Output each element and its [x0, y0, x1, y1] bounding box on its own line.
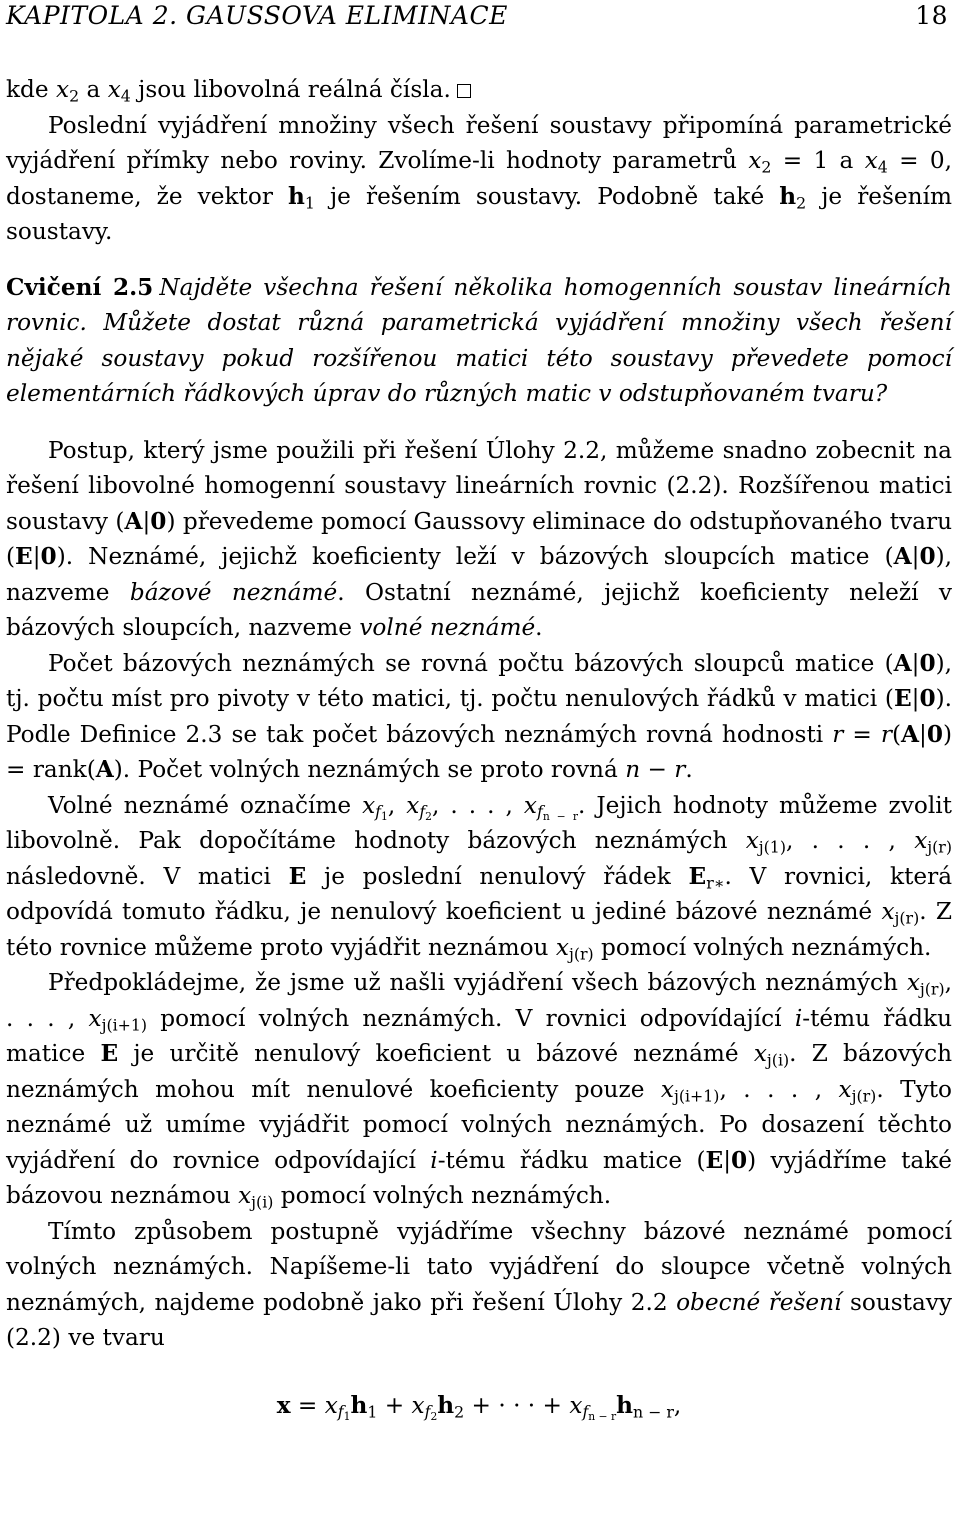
- intro-line: kde $x_2$ a $x_4$ jsou libovolná reálná čísla.: [6, 72, 952, 108]
- paragraph-parametric: Poslední vyjádření množiny všech řešení soustavy připomíná parametrické vyjádření přímky nebo roviny. Zvolíme-li hodnoty parametrů $x_2 = 1$ a $x_4 = 0$, dostaneme, že vektor $h_1$ je řešením soustavy. Podobně také $h_2$ je řešením soustavy.: [6, 111, 952, 245]
- text-body: [6, 72, 952, 1423]
- paragraph-rank: Počet bázových neznámých se rovná počtu bázových sloupců matice (A|0), tj. počtu míst pro pivoty v této matici, tj. počtu nenulových řádků v matici (E|0). Podle Definice 2.3 se tak počet bázových neznámých rovná hodnosti r = r(A|0) = rank(A). Počet volných neznámých se proto rovná n − r.: [6, 649, 952, 783]
- page-number: 18: [915, 0, 948, 30]
- running-header: [6, 0, 948, 30]
- paragraph-procedure: Postup, který jsme použili při řešení Úlohy 2.2, můžeme snadno zobecnit na řešení libovolné homogenní soustavy lineárních rovnic (2.2). Rozšířenou matici soustavy (A|0) převedeme pomocí Gaussovy eliminace do odstupňovaného tvaru (E|0). Neznámé, jejichž koeficienty leží v bázových sloupcích matice (A|0), nazveme bázové neznámé. Ostatní neznámé, jejichž koeficienty neleží v bázových sloupcích, nazveme volné neznámé.: [6, 436, 953, 641]
- exercise-label: Cvičení 2.5: [6, 273, 154, 301]
- paragraph-back-substitution: Předpokládejme, že jsme už našli vyjádření všech bázových neznámých $x_{j(r)}$, . . . , $x_{j(i+1)}$ pomocí volných neznámých. V rovnici odpovídající i-tému řádku matice E je určitě nenulový koeficient u bázové neznámé $x_{j(i)}$. Z bázových neznámých mohou mít nenulové koeficienty pouze $x_{j(i+1)}$, . . . , $x_{j(r)}$. Tyto neznámé už umíme vyjádřit pomocí volných neznámých. Po dosazení těchto vyjádření do rovnice odpovídající i-tému řádku matice (E|0) vyjádříme také bázovou neznámou $x_{j(i)}$ pomocí volných neznámých.: [6, 969, 953, 1212]
- exercise-2-5: Cvičení 2.5 Najděte všechna řešení několika homogenních soustav lineárních rovnic. Můžete dostat různá parametrická vyjádření množiny všech řešení nějaké soustavy pokud rozšířenou matici této soustavy převedete pomocí elementárních řádkových úprav do různých matic v odstupňovaném tvaru?: [6, 273, 952, 407]
- paragraph-free-variables: Volné neznámé označíme $x_{f_1}$, $x_{f_2}$, . . . , $x_{f_{n - r}}$. Jejich hodnoty můžeme zvolit libovolně. Pak dopočítáme hodnoty bázových neznámých $x_{j(1)}$, . . . , $x_{j(r)}$ následovně. V matici E je poslední nenulový řádek $E_{r∗}$. V rovnici, která odpovídá tomuto řádku, je nenulový koeficient u jediné bázové neznámé $x_{j(r)}$. Z této rovnice můžeme proto vyjádřit neznámou $x_{j(r)}$ pomocí volných neznámých.: [6, 791, 953, 964]
- general-solution-equation: $x = x_{f_1}h_1 + x_{f_2}h_2$ + · · · + $x_{f_{n - r}}h_{n - r}$,: [276, 1391, 682, 1424]
- qed-symbol: [457, 84, 471, 98]
- paragraph-general-solution: Tímto způsobem postupně vyjádříme všechny bázové neznámé pomocí volných neznámých. Napíšeme-li tato vyjádření do sloupce včetně volných neznámých, najdeme podobně jako při řešení Úlohy 2.2 obecné řešení soustavy (2.2) ve tvaru: [6, 1217, 952, 1351]
- chapter-title: KAPITOLA 2. GAUSSOVA ELIMINACE: [6, 0, 508, 30]
